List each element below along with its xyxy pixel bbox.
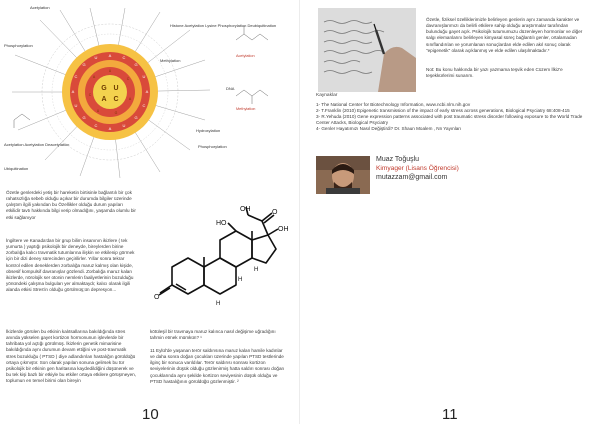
svg-text:C: C	[88, 93, 92, 97]
svg-text:U: U	[96, 109, 100, 113]
label-acetylation-left: Acetylation Acetylation Deacetylation	[4, 142, 70, 147]
label-phosphorylation: Phosphorylation	[4, 43, 33, 48]
reference-item: 3- R.Yehuda (2010) Gene expression patterns associated with post traumatic stress disorder following exposure to the World Trade Center Attacks, Biological Psyciatry	[316, 114, 583, 126]
label-ubiquitination: Ubiquitination	[4, 166, 29, 171]
svg-text:G: G	[114, 111, 118, 115]
right-intro-paragraph: Özetle, fiziksel özelliklerimizle belirleyen genlerin aynı zamanda karakter ve davranışlarımızı da belirli etkilere sahip olduğu araştırmalar tarafından bulunduğu gayet açık. Psikolojik tutumumuzu düzenleyen hormonlar ve diğer salgı elemanlarını belirleyen kimyasal süreç bağlantılı genler, ortalamadan sınıflandırılan ve yorumlanan sonuçlardan elde edilen akıl sonuç olarak "epigenetik" olarak açıklanmış ve elde edilen ulaşılmaktadır.*	[426, 17, 583, 53]
page-number-left: 10	[142, 406, 159, 423]
mol-oh-top: OH	[240, 206, 251, 213]
core-letter-c: C	[113, 96, 119, 103]
page-number-right: 11	[442, 406, 458, 423]
mol-h-3: H	[254, 267, 259, 273]
svg-text:U: U	[122, 123, 126, 128]
intro-paragraph: Özetle genlerdeki yetiş bir hareketin birtisinle bağlantılı bir çok rahatsızlığa sebeb olduğu açıkar bir durumda bilgiler üzerinde çalıştım ilgili yakından bu Özellikler olduğu durum yapıları etkilidir tavtı hakkında bilgi verip olmadığını, yaşamda olumlu bir etki sağlanıyor	[6, 190, 136, 220]
label-acetylation-top: Acetylation	[30, 5, 50, 10]
core-letter-g: G	[101, 85, 107, 92]
handwriting-photo	[318, 8, 416, 92]
sept11-paragraph: 11 Eylül'de yaşanan terör saldırısına maruz kalan hamile kadınlar ve daha sonra doğan çocukları üzerinde yapılan PTSD testlerinde ilginç bir sonuca varıldılar. Terör saldırısı sonrası kortizon seviyelerinin düşük olduğu gözlenirmiş hatta saldırı sonrası doğan çocuklarında aynı şekilde kortizon seviyesinin düşük olduğu ve PTSD hastalığının görüldüğü gözlenmiştir. ²	[150, 348, 285, 384]
label-hydroxylation: Hydroxylation	[196, 128, 221, 133]
reference-item: 4- Genler Hayatımızı Nasıl Değiştirdi? Dr. Shaun Moalem , Nn Yayınları	[316, 126, 462, 132]
right-note-paragraph: Not: Bu konu hakkında bir yazı yazmama teşvik eden Cüzem İlkiz'e teşekkürlerimi sunarım.	[426, 67, 563, 79]
cortisol-paragraph: kötüleşil bir travmaya maruz kalınca nasıl değişime uğradığını tahmin etmek mümkün? ¹	[150, 329, 276, 341]
svg-text:C: C	[142, 103, 146, 108]
mol-h-2: H	[216, 301, 221, 307]
label-phosphorylation-bottom: Phosphorylation	[198, 144, 227, 149]
label-legend-1: Acetylation	[236, 54, 255, 58]
svg-text:U: U	[142, 74, 146, 79]
mol-o-side: O	[272, 209, 278, 216]
author-photo	[316, 156, 370, 194]
label-dna: DNA	[226, 86, 235, 91]
svg-text:C: C	[74, 74, 78, 79]
svg-text:C: C	[94, 123, 98, 128]
references-list	[316, 102, 586, 132]
svg-text:C: C	[122, 55, 126, 60]
svg-text:G: G	[82, 62, 86, 67]
mol-o-left: O	[154, 294, 160, 301]
mol-oh-right: OH	[278, 226, 289, 233]
label-legend-2: Methylation	[236, 107, 256, 111]
svg-text:A: A	[108, 126, 112, 131]
cortisol-molecule	[150, 205, 290, 325]
label-chromatin: Histone Acetylation Lysine Phosphorylation Deubiquitination	[170, 23, 277, 28]
svg-text:A: A	[108, 53, 112, 58]
svg-text:G: G	[134, 62, 138, 67]
references-title: Kaynaklar	[316, 93, 338, 98]
svg-text:G: G	[134, 115, 138, 120]
svg-text:U: U	[74, 103, 78, 108]
svg-text:U: U	[94, 55, 98, 60]
svg-text:A: A	[92, 75, 96, 79]
svg-text:G: G	[82, 115, 86, 120]
mol-h-1: H	[238, 277, 243, 283]
trauma-paragraph: İkizlerde görülen bu etkinin kalıtsallarına bakıldığında stres anında yükselen gayet kortizon hormonunun işlevlerde bir tahribata yol açtığı görülmüş. İkizlerin genetik mimarisine bakıldığında aynı durumun devam ettiğini ve post-travmatik stres bozukluğu ( PTSD ) diye adlandırılan hastalığın görüldüğü ortaya çıkmıştır. Son olarak yapılan sonuna gelirsek bu tür psikolojik bir etkinin gen haritasına kaydedildiğini düşünerek ve bu tek kişi bazlı bir etkiyle bu etkiler ortaya etkilere görüşmeyen, toplumun en temel birimi olan bireyin	[6, 329, 136, 384]
author-email[interactable]: mutazzam@gmail.com	[376, 174, 448, 181]
core-letter-u: U	[113, 85, 119, 92]
label-methylation-right: Methylation	[160, 58, 181, 63]
canada-study-paragraph: İngiltere ve Kanada'dan bir grup bilim insanının ikizlere ( tek yumurta ) yaptığı psikolojik bir deneyde, bireylerden birine zorbalığa kalıcı travmatik tutumlarına ilişkin ve etkilenip görmek için bir dizi deney sürecinden geçirilirler. Yıllar sonra tekrar kontrol edilen deneklerden zorbalığa maruz kalmış olan kişide, obsesif kompulsif davranışlar gözlendi. Zorbalığa maruz kalan ikizlerde, nörolojik ser otonin nemlerin faaliyetlerinin bozulduğu yönündeki çalışma bulguları yer almaktaydı; kalıcı olarak ilgili alanda etkisi Stres'in olduğu görülmüş;ün depresyon...	[6, 238, 135, 293]
core-letter-a: A	[101, 96, 107, 103]
reference-item: 1- The National Center for Biotechnology Information, www.ncbi.nlm.nih.gov	[316, 102, 471, 107]
author-block	[376, 156, 459, 181]
svg-text:A: A	[145, 89, 149, 94]
svg-text:U: U	[108, 69, 112, 73]
mol-ho-ringc: HO	[216, 220, 227, 227]
svg-text:C: C	[126, 77, 130, 81]
inner-core	[93, 75, 127, 109]
svg-text:A: A	[71, 89, 75, 94]
author-name: Muaz Toğuşlu	[376, 156, 420, 163]
svg-text:A: A	[128, 97, 132, 101]
author-role: Kimyager (Lisans Öğrencisi)	[376, 165, 459, 172]
epigenetics-wheel-diagram	[0, 0, 300, 190]
reference-item: 2- T.Franklin (2010) Epigenetic transmission of the impact of early stress across generations, Biological Psyciatry 68:408-415	[316, 108, 570, 114]
